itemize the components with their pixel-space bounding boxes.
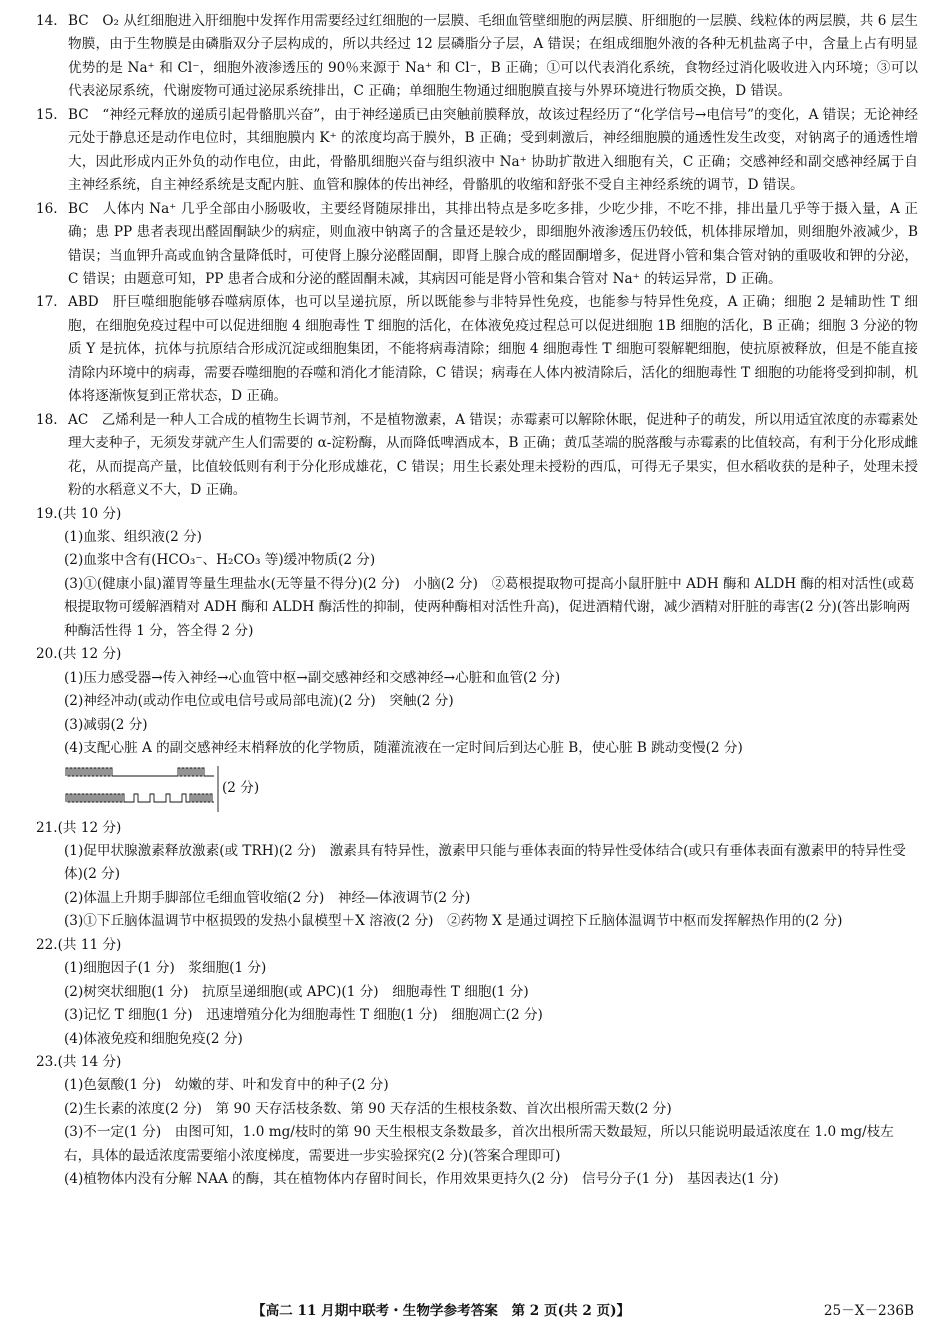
sub-answer: (2)血浆中含有(HCO₃⁻、H₂CO₃ 等)缓冲物质(2 分) bbox=[64, 552, 376, 569]
sub-answer: (3)减弱(2 分) bbox=[64, 716, 148, 733]
question-number: 18. bbox=[36, 411, 58, 428]
answer-text: AC 乙烯利是一种人工合成的植物生长调节剂，不是植物激素，A 错误；赤霉素可以解除休眠，促进种子的萌发，所以用适宜浓度的赤霉素处理大麦种子，无须发芽就产生人们需要的 α-淀粉酶，从而降低啤酒成本，B 正确；黄瓜茎端的脱落酸与赤霉素的比值较高，有利于分化形成雌花，从而提高产量，比值较低则有利于分化形成雄花，C 错误；用生长素处理未授粉的西瓜，可得无子果实，但水稻收获的是种子，处理未授粉的水稻意义不大，D 正确。 bbox=[68, 411, 918, 499]
answer-20 bbox=[36, 643, 918, 816]
question-number: 20. bbox=[36, 646, 58, 663]
answer-text: BC 人体内 Na⁺ 几乎全部由小肠吸收，主要经肾随尿排出，其排出特点是多吃多排，少吃少排，不吃不排，排出量几乎等于摄入量，A 正确；患 PP 患者表现出醛固酮缺少的病症，则血液中钠离子的含量还是较少，即细胞外液渗透压仍较低，机体排尿增加，则细胞外液减少，B 错误；当血钾升高或血钠含量降低时，可使肾上腺分泌醛固酮，即肾上腺合成的醛固酮增多，促进肾小管和集合管对钠的重吸收和钾的分泌，C 错误；由题意可知，PP 患者合成和分泌的醛固酮未减，其病因可能是肾小管和集合管对 Na⁺ 的转运异常，D 正确。 bbox=[68, 200, 918, 287]
answer-content bbox=[36, 10, 918, 1192]
score-total: (共 11 分) bbox=[57, 936, 122, 953]
sub-answer: (4)植物体内没有分解 NAA 的酶，其在植物体内存留时间长，作用效果更持久(2 分) 信号分子(1 分) 基因表达(1 分) bbox=[64, 1171, 779, 1188]
sub-answer: (1)压力感受器→传入神经→心血管中枢→副交感神经和交感神经→心脏和血管(2 分) bbox=[64, 669, 561, 686]
sub-answer: (2)树突状细胞(1 分) 抗原呈递细胞(或 APC)(1 分) 细胞毒性 T 细胞(1 分) bbox=[64, 983, 529, 1000]
score-total: (共 12 分) bbox=[57, 646, 122, 663]
question-number: 23. bbox=[36, 1054, 58, 1071]
score-total: (共 12 分) bbox=[57, 819, 122, 836]
answer-15 bbox=[36, 104, 918, 198]
question-number: 14. bbox=[36, 13, 58, 29]
page-footer bbox=[0, 1300, 950, 1324]
answer-22 bbox=[36, 934, 918, 1051]
sub-answer: (2)神经冲动(或动作电位或电信号或局部电流)(2 分) 突触(2 分) bbox=[64, 693, 454, 710]
question-number: 16. bbox=[36, 200, 58, 217]
sub-answer: (4)体液免疫和细胞免疫(2 分) bbox=[64, 1030, 243, 1047]
question-number: 19. bbox=[36, 505, 58, 522]
question-number: 15. bbox=[36, 106, 58, 123]
heartbeat-trace-figure bbox=[64, 764, 220, 814]
answer-text: BC “神经元释放的递质引起骨骼肌兴奋”，由于神经递质已由突触前膜释放，故该过程经历了“化学信号→电信号”的变化，A 错误；无论神经元处于静息还是动作电位时，其细胞膜内 K⁺ 的浓度均高于膜外，B 正确；受到刺激后，神经细胞膜的通透性发生改变，对钠离子的通透性增大，因此形成内正外负的动作电位，由此，骨骼肌细胞兴奋与组织液中 Na⁺ 协助扩散进入细胞有关，C 正确；交感神经和副交感神经属于自主神经系统，自主神经系统是支配内脏、血管和腺体的传出神经，骨骼肌的收缩和舒张不受自主神经系统的调节，D 错误。 bbox=[68, 106, 918, 194]
sub-answer: (2)体温上升期手脚部位毛细血管收缩(2 分) 神经—体液调节(2 分) bbox=[64, 889, 471, 906]
answer-19 bbox=[36, 503, 918, 644]
heart-a-trace bbox=[66, 768, 214, 776]
question-number: 21. bbox=[36, 819, 58, 836]
footer-code: 25－X－236B bbox=[823, 1303, 914, 1319]
sub-answer: (1)血浆、组织液(2 分) bbox=[64, 528, 202, 545]
answer-17 bbox=[36, 291, 918, 408]
sub-answer: (2)生长素的浓度(2 分) 第 90 天存活枝条数、第 90 天存活的生根枝条数、首次出根所需天数(2 分) bbox=[64, 1100, 672, 1117]
answer-23 bbox=[36, 1051, 918, 1192]
question-number: 22. bbox=[36, 936, 58, 953]
question-number: 17. bbox=[36, 294, 58, 311]
sub-answer: (4)支配心脏 A 的副交感神经末梢释放的化学物质，随灌流液在一定时间后到达心脏 B，使心脏 B 跳动变慢(2 分) bbox=[64, 740, 743, 757]
score-total: (共 10 分) bbox=[57, 505, 122, 522]
answer-14 bbox=[36, 10, 918, 104]
answer-text: ABD 肝巨噬细胞能够吞噬病原体，也可以呈递抗原，所以既能参与非特异性免疫，也能参与特异性免疫，A 正确；细胞 2 是辅助性 T 细胞，在细胞免疫过程中可以促进细胞 4 细胞毒性 T 细胞的活化，在体液免疫过程总可以促进细胞 1B 细胞的活化，B 正确；细胞 3 分泌的物质 Y 是抗体，抗体与抗原结合形成沉淀或细胞集团，不能将病毒清除；细胞 4 细胞毒性 T 细胞可裂解靶细胞，使抗原被释放，但是不能直接清除内环境中的病毒，需要吞噬细胞的吞噬和消化才能清除，C 错误；病毒在人体内被清除后，活化的细胞毒性 T 细胞的功能将受到抑制，机体将逐渐恢复到正常状态，D 正确。 bbox=[68, 294, 918, 405]
heartbeat-waveform bbox=[64, 761, 918, 817]
answer-16 bbox=[36, 198, 918, 292]
answer-21 bbox=[36, 817, 918, 934]
score-total: (共 14 分) bbox=[57, 1054, 122, 1071]
sub-answer: (1)细胞因子(1 分) 浆细胞(1 分) bbox=[64, 960, 267, 977]
sub-answer: (3)①下丘脑体温调节中枢损毁的发热小鼠模型＋X 溶液(2 分) ②药物 X 是通过调控下丘脑体温调节中枢而发挥解热作用的(2 分) bbox=[64, 913, 843, 930]
sub-answer: (3)①(健康小鼠)灌胃等量生理盐水(无等量不得分)(2 分) 小脑(2 分) ②葛根提取物可提高小鼠肝脏中 ADH 酶和 ALDH 酶的相对活性(或葛根提取物可缓解酒精对 ADH 酶和 ALDH 酶活性的抑制，使两种酶相对活性升高)，促进酒精代谢，减少酒精对肝脏的毒害(2 分)(答出影响两种酶活性得 1 分，答全得 2 分) bbox=[64, 575, 915, 639]
answer-text: BC O₂ 从红细胞进入肝细胞中发挥作用需要经过红细胞的一层膜、毛细血管壁细胞的两层膜、肝细胞的一层膜、线粒体的两层膜，共 6 层生物膜，由于生物膜是由磷脂双分子层构成的，所以共经过 12 层磷脂分子层，A 错误；在组成细胞外液的各种无机盐离子中，含量上占有明显优势的是 Na⁺ 和 Cl⁻，细胞外液渗透压的 90％来源于 Na⁺ 和 Cl⁻，B 正确；①可以代表消化系统，食物经过消化吸收进入内环境；③可以代表泌尿系统，代谢废物可通过泌尿系统排出，C 正确；单细胞生物通过细胞膜直接与外界环境进行物质交换，D 错误。 bbox=[68, 13, 918, 100]
answer-18 bbox=[36, 409, 918, 503]
sub-answer: (1)色氨酸(1 分) 幼嫩的芽、叶和发育中的种子(2 分) bbox=[64, 1077, 389, 1094]
heart-b-trace bbox=[66, 794, 214, 802]
footer-title: 【高二 11 月期中联考・生物学参考答案 第 2 页(共 2 页)】 bbox=[252, 1303, 631, 1319]
sub-answer: (3)记忆 T 细胞(1 分) 迅速增殖分化为细胞毒性 T 细胞(1 分) 细胞凋亡(2 分) bbox=[64, 1007, 543, 1024]
sub-answer: (1)促甲状腺激素释放激素(或 TRH)(2 分) 激素具有特异性，激素甲只能与垂体表面的特异性受体结合(或只有垂体表面有激素甲的特异性受体)(2 分) bbox=[64, 842, 906, 883]
waveform-score: (2 分) bbox=[222, 779, 260, 796]
sub-answer: (3)不一定(1 分) 由图可知，1.0 mg/枝时的第 90 天生根根支条数最多，首次出根所需天数最短，所以只能说明最适浓度在 1.0 mg/枝左右，具体的最适浓度需要缩小浓度梯度，需要进一步实验探究(2 分)(答案合理即可) bbox=[64, 1124, 894, 1164]
